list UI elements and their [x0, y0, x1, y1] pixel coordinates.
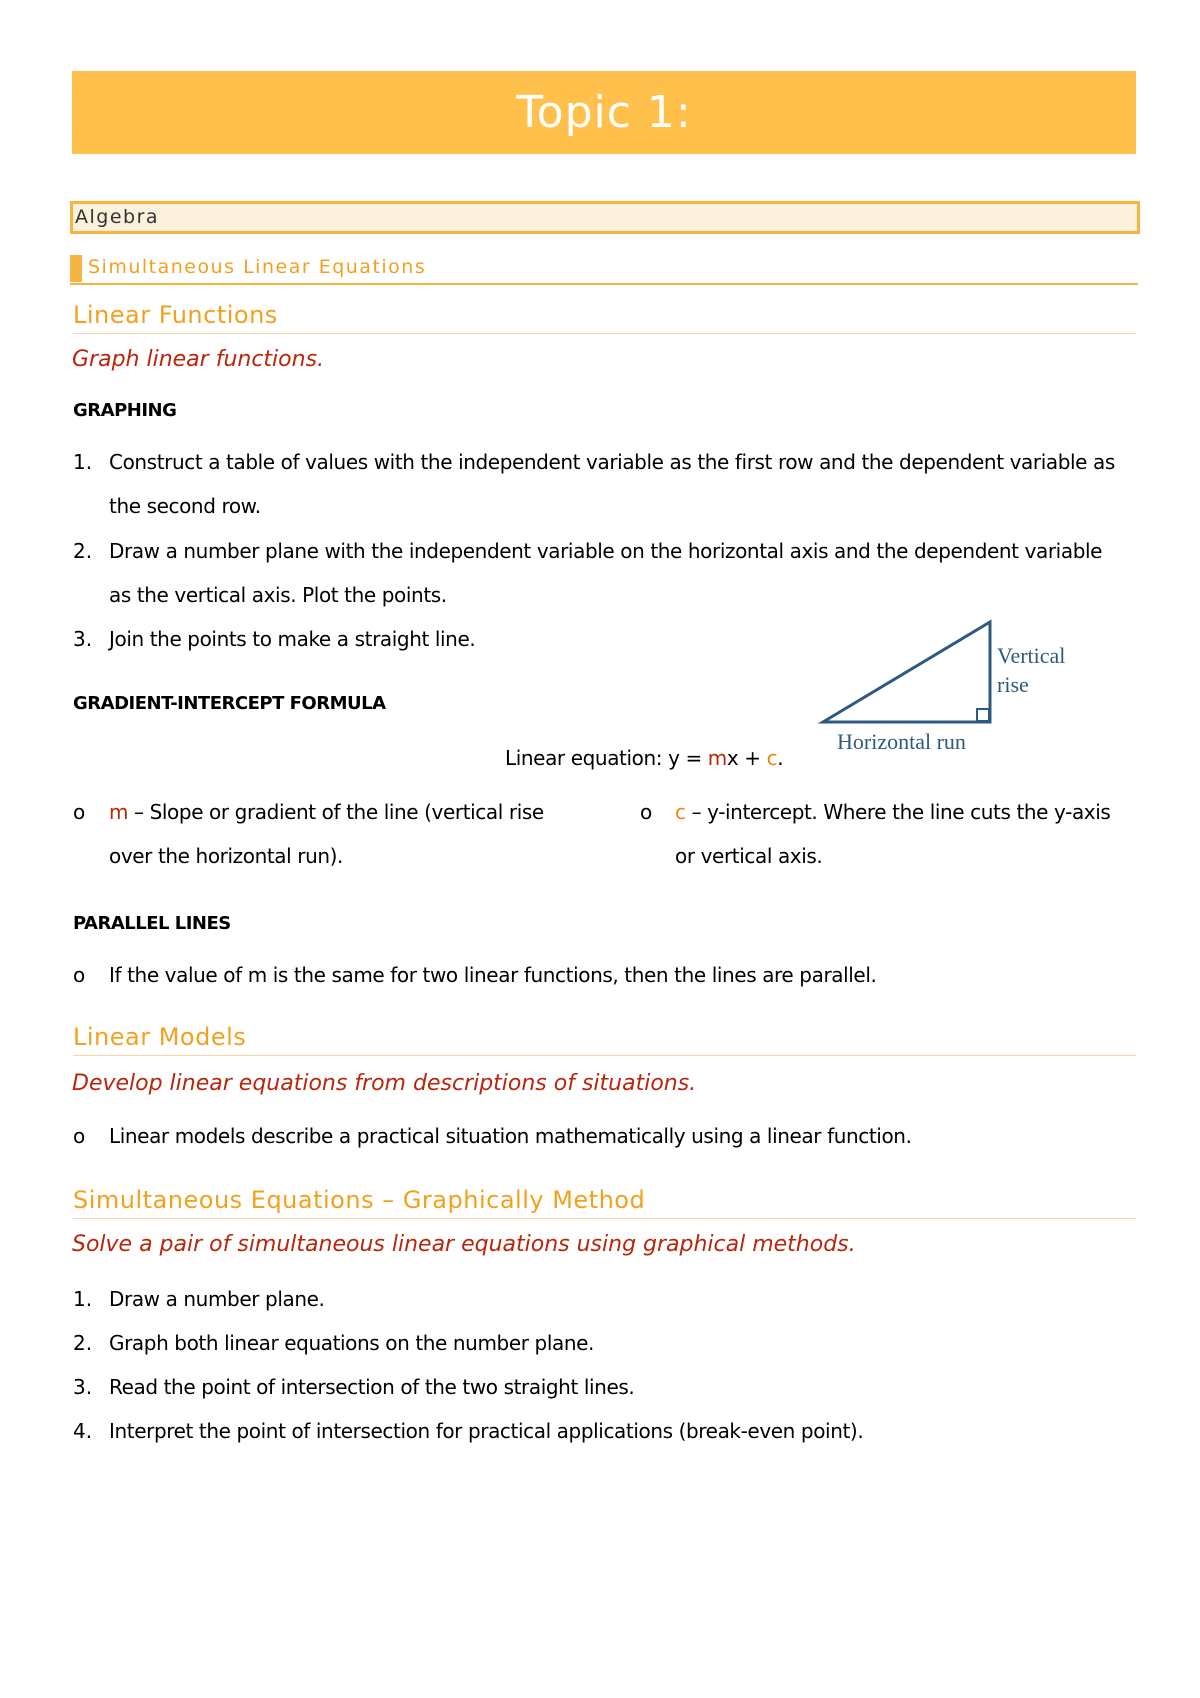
right-angle-marker [977, 709, 989, 721]
step-number: 1. [73, 450, 93, 474]
step-text: Draw a number plane. [109, 1287, 325, 1311]
gradient-triangle-diagram [815, 615, 1115, 755]
step-number: 2. [73, 1331, 93, 1355]
bullet-c-text: c – y-intercept. Where the line cuts the y-axis or vertical axis. [675, 800, 1111, 868]
category-label: Algebra [75, 206, 160, 228]
subtopic-title: Simultaneous Linear Equations [88, 256, 427, 278]
formula-label: GRADIENT-INTERCEPT FORMULA [73, 693, 386, 714]
outcome-linear-functions: Graph linear functions. [72, 347, 325, 372]
outcome-simultaneous: Solve a pair of simultaneous linear equations using graphical methods. [72, 1232, 856, 1257]
bullet-marker: o [73, 963, 86, 987]
bullet-marker: o [640, 800, 653, 824]
step-text: Join the points to make a straight line. [109, 627, 476, 651]
horizontal-label: Horizontal run [837, 729, 966, 754]
section-heading-linear-models: Linear Models [73, 1023, 1136, 1056]
graphing-label: GRAPHING [73, 400, 177, 421]
step-number: 3. [73, 627, 93, 651]
bullet-m-text: m – Slope or gradient of the line (vertical rise over the horizontal run). [109, 800, 544, 868]
step-text: Construct a table of values with the independent variable as the first row and the dependent variable as the second row. [109, 450, 1115, 518]
outcome-linear-models: Develop linear equations from descriptions of situations. [72, 1071, 697, 1096]
subtopic-marker [70, 255, 82, 282]
section-heading-linear-functions: Linear Functions [73, 301, 1136, 334]
linear-models-text: Linear models describe a practical situation mathematically using a linear function. [109, 1124, 912, 1148]
step-number: 1. [73, 1287, 93, 1311]
triangle-shape [823, 622, 990, 722]
step-text: Read the point of intersection of the two straight lines. [109, 1375, 635, 1399]
step-number: 2. [73, 539, 93, 563]
linear-equation: Linear equation: y = mx + c. [505, 746, 784, 770]
page-title: Topic 1: [516, 87, 692, 138]
step-text: Draw a number plane with the independent variable on the horizontal axis and the dependent variable as the vertical axis. Plot the points. [109, 539, 1103, 607]
parallel-lines-text: If the value of m is the same for two linear functions, then the lines are parallel. [109, 963, 877, 987]
subtopic-header [70, 255, 1138, 285]
step-number: 4. [73, 1419, 93, 1443]
section-heading-simultaneous: Simultaneous Equations – Graphically Method [73, 1186, 1136, 1219]
step-number: 3. [73, 1375, 93, 1399]
vertical-label-2: rise [997, 672, 1029, 697]
bullet-marker: o [73, 1124, 86, 1148]
category-box [70, 201, 1140, 234]
title-banner [72, 71, 1136, 154]
step-text: Graph both linear equations on the number plane. [109, 1331, 594, 1355]
bullet-marker: o [73, 800, 86, 824]
parallel-lines-label: PARALLEL LINES [73, 913, 231, 934]
step-text: Interpret the point of intersection for practical applications (break-even point). [109, 1419, 864, 1443]
vertical-label-1: Vertical [997, 643, 1066, 668]
